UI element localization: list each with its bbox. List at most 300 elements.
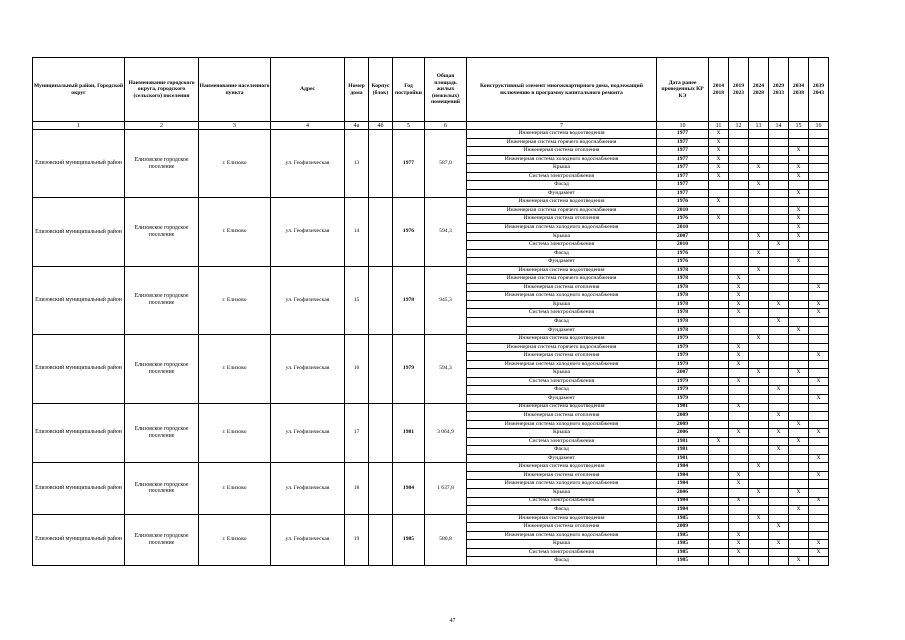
repair-date-cell: 1984 — [657, 463, 709, 472]
period-1-mark — [709, 275, 729, 284]
period-2-mark — [729, 224, 749, 233]
period-1-mark: X — [709, 155, 729, 164]
column-number: 1 — [33, 122, 125, 130]
period-6-mark — [809, 266, 829, 275]
period-5-mark: X — [789, 506, 809, 515]
repair-date-cell: 2009 — [657, 523, 709, 532]
period-1-mark — [709, 232, 729, 241]
period-6-mark: X — [809, 394, 829, 403]
period-2-mark — [729, 318, 749, 327]
repair-date-cell: 2010 — [657, 206, 709, 215]
period-2-mark: X — [729, 377, 749, 386]
period-1-mark: X — [709, 130, 729, 139]
column-number: 2 — [125, 122, 199, 130]
period-2-mark — [729, 138, 749, 147]
period-6-mark: X — [809, 283, 829, 292]
element-cell: Система электроснабжения — [467, 548, 657, 557]
repair-date-cell: 1979 — [657, 386, 709, 395]
element-cell: Фундамент — [467, 394, 657, 403]
period-4-mark — [769, 224, 789, 233]
element-cell: Инженерная система отопления — [467, 283, 657, 292]
period-6-mark — [809, 403, 829, 412]
period-2-mark — [729, 506, 749, 515]
period-3-mark: X — [749, 488, 769, 497]
period-6-mark — [809, 488, 829, 497]
repair-date-cell: 1979 — [657, 352, 709, 361]
column-number-row — [33, 122, 829, 130]
period-1-mark — [709, 258, 729, 267]
col-building-header: Корпус (блок) — [369, 58, 393, 122]
period-2-mark: X — [729, 300, 749, 309]
total-area-cell: 1 637,8 — [425, 463, 467, 514]
period-1-mark — [709, 326, 729, 335]
period-5-mark — [789, 292, 809, 301]
period-1-mark — [709, 206, 729, 215]
period-4-mark — [769, 206, 789, 215]
period-3-mark — [749, 189, 769, 198]
period-3-mark — [749, 275, 769, 284]
period-2-mark: X — [729, 403, 749, 412]
period-2-mark — [729, 369, 749, 378]
table-row — [33, 266, 829, 275]
col-element-header: Конструктивный элемент многоквартирного дома, подлежащий включению в программу капитального ремонта — [467, 58, 657, 122]
element-cell: Крыша — [467, 164, 657, 173]
column-number: 3 — [199, 122, 271, 130]
repair-date-cell: 1979 — [657, 335, 709, 344]
repair-date-cell: 1977 — [657, 147, 709, 156]
period-1-mark: X — [709, 198, 729, 207]
period-5-mark — [789, 275, 809, 284]
period-3-mark: X — [749, 514, 769, 523]
period-1-mark — [709, 454, 729, 463]
repair-date-cell: 1985 — [657, 548, 709, 557]
period-5-mark — [789, 394, 809, 403]
period-6-mark — [809, 172, 829, 181]
col-period-2-header: 2019 2023 — [729, 58, 749, 122]
period-2-mark — [729, 189, 749, 198]
period-2-mark — [729, 335, 749, 344]
repair-date-cell: 2009 — [657, 420, 709, 429]
period-5-mark — [789, 429, 809, 438]
period-2-mark — [729, 386, 749, 395]
build-year-cell: 1976 — [393, 198, 425, 266]
column-number: 15 — [789, 122, 809, 130]
column-number: 6 — [425, 122, 467, 130]
period-1-mark — [709, 224, 729, 233]
period-6-mark — [809, 420, 829, 429]
period-5-mark — [789, 360, 809, 369]
settlement-cell: Елизовское городское поселение — [125, 266, 199, 334]
period-1-mark — [709, 266, 729, 275]
total-area-cell: 587,0 — [425, 130, 467, 198]
col-settlement-header: Наименование городского округа, городского (сельского) поселения — [125, 58, 199, 122]
build-year-cell: 1981 — [393, 403, 425, 463]
period-4-mark — [769, 155, 789, 164]
period-3-mark — [749, 446, 769, 455]
period-6-mark — [809, 437, 829, 446]
period-5-mark — [789, 446, 809, 455]
period-4-mark — [769, 283, 789, 292]
period-1-mark — [709, 471, 729, 480]
table-row — [33, 403, 829, 412]
col-house-header: Номер дома — [345, 58, 369, 122]
period-4-mark — [769, 497, 789, 506]
period-6-mark — [809, 258, 829, 267]
period-2-mark: X — [729, 275, 749, 284]
total-area-cell: 580,8 — [425, 514, 467, 565]
period-6-mark — [809, 480, 829, 489]
period-1-mark — [709, 463, 729, 472]
element-cell: Система электроснабжения — [467, 172, 657, 181]
period-6-mark — [809, 523, 829, 532]
element-cell: Фундамент — [467, 326, 657, 335]
period-3-mark: X — [749, 232, 769, 241]
period-3-mark — [749, 241, 769, 250]
period-2-mark — [729, 181, 749, 190]
period-2-mark — [729, 412, 749, 421]
repair-date-cell: 1978 — [657, 283, 709, 292]
period-1-mark — [709, 309, 729, 318]
address-cell: ул. Геофизическая — [271, 266, 345, 334]
period-3-mark — [749, 506, 769, 515]
element-cell: Фасад — [467, 446, 657, 455]
period-3-mark — [749, 480, 769, 489]
locality-cell: г. Елизово — [199, 130, 271, 198]
period-6-mark — [809, 147, 829, 156]
col-locality-header: Наименование населенного пункта — [199, 58, 271, 122]
period-3-mark — [749, 557, 769, 566]
period-1-mark: X — [709, 147, 729, 156]
period-3-mark — [749, 420, 769, 429]
address-cell: ул. Геофизическая — [271, 130, 345, 198]
period-4-mark — [769, 403, 789, 412]
repair-date-cell: 1984 — [657, 497, 709, 506]
period-4-mark — [769, 531, 789, 540]
period-1-mark — [709, 497, 729, 506]
element-cell: Инженерная система холодного водоснабжения — [467, 224, 657, 233]
element-cell: Инженерная система водоотведения — [467, 198, 657, 207]
building-cell — [369, 130, 393, 198]
period-4-mark — [769, 557, 789, 566]
period-4-mark — [769, 454, 789, 463]
period-1-mark — [709, 531, 729, 540]
column-number: 5 — [393, 122, 425, 130]
period-1-mark: X — [709, 164, 729, 173]
period-6-mark — [809, 215, 829, 224]
period-6-mark — [809, 506, 829, 515]
element-cell: Инженерная система горячего водоснабжения — [467, 343, 657, 352]
period-5-mark — [789, 531, 809, 540]
element-cell: Система электроснабжения — [467, 377, 657, 386]
period-3-mark — [749, 377, 769, 386]
period-1-mark — [709, 420, 729, 429]
locality-cell: г. Елизово — [199, 266, 271, 334]
element-cell: Инженерная система водоотведения — [467, 463, 657, 472]
period-1-mark — [709, 403, 729, 412]
period-3-mark — [749, 300, 769, 309]
period-3-mark — [749, 147, 769, 156]
house-number-cell: 18 — [345, 463, 369, 514]
column-number: 7 — [467, 122, 657, 130]
period-6-mark: X — [809, 352, 829, 361]
period-5-mark — [789, 300, 809, 309]
period-1-mark: X — [709, 138, 729, 147]
element-cell: Инженерная система отопления — [467, 471, 657, 480]
repair-date-cell: 1978 — [657, 309, 709, 318]
municipality-cell: Елизовский муниципальный район — [33, 130, 125, 198]
municipality-cell: Елизовский муниципальный район — [33, 266, 125, 334]
period-4-mark — [769, 309, 789, 318]
period-6-mark — [809, 326, 829, 335]
period-2-mark — [729, 147, 749, 156]
period-6-mark — [809, 224, 829, 233]
period-3-mark — [749, 326, 769, 335]
period-2-mark — [729, 326, 749, 335]
col-year-header: Год постройки — [393, 58, 425, 122]
period-4-mark: X — [769, 386, 789, 395]
period-4-mark — [769, 480, 789, 489]
repair-date-cell: 1979 — [657, 394, 709, 403]
period-3-mark: X — [749, 335, 769, 344]
period-1-mark — [709, 429, 729, 438]
period-1-mark — [709, 394, 729, 403]
period-4-mark — [769, 488, 789, 497]
period-4-mark: X — [769, 540, 789, 549]
period-3-mark — [749, 138, 769, 147]
repair-date-cell: 2006 — [657, 429, 709, 438]
period-4-mark — [769, 172, 789, 181]
period-5-mark — [789, 548, 809, 557]
table-body — [33, 122, 829, 566]
element-cell: Система электроснабжения — [467, 309, 657, 318]
period-3-mark — [749, 309, 769, 318]
repair-date-cell: 1984 — [657, 506, 709, 515]
period-2-mark — [729, 130, 749, 139]
period-1-mark — [709, 557, 729, 566]
period-2-mark — [729, 155, 749, 164]
period-1-mark — [709, 540, 729, 549]
column-number: 16 — [809, 122, 829, 130]
address-cell: ул. Геофизическая — [271, 335, 345, 403]
period-2-mark — [729, 420, 749, 429]
period-3-mark — [749, 412, 769, 421]
page-number: 47 — [449, 618, 456, 624]
element-cell: Инженерная система отопления — [467, 412, 657, 421]
period-6-mark: X — [809, 540, 829, 549]
period-6-mark — [809, 369, 829, 378]
element-cell: Инженерная система водоотведения — [467, 266, 657, 275]
period-5-mark — [789, 412, 809, 421]
repair-date-cell: 1977 — [657, 138, 709, 147]
period-4-mark: X — [769, 523, 789, 532]
period-5-mark — [789, 198, 809, 207]
period-1-mark: X — [709, 172, 729, 181]
period-1-mark — [709, 181, 729, 190]
element-cell: Инженерная система отопления — [467, 215, 657, 224]
total-area-cell: 3 064,9 — [425, 403, 467, 463]
period-4-mark: X — [769, 429, 789, 438]
period-5-mark: X — [789, 437, 809, 446]
element-cell: Крыша — [467, 488, 657, 497]
period-5-mark — [789, 266, 809, 275]
element-cell: Фасад — [467, 557, 657, 566]
period-6-mark — [809, 232, 829, 241]
period-1-mark — [709, 412, 729, 421]
building-cell — [369, 266, 393, 334]
period-3-mark — [749, 130, 769, 139]
period-3-mark: X — [749, 266, 769, 275]
period-5-mark — [789, 454, 809, 463]
period-4-mark — [769, 514, 789, 523]
period-5-mark — [789, 523, 809, 532]
period-5-mark: X — [789, 147, 809, 156]
build-year-cell: 1984 — [393, 463, 425, 514]
municipality-cell: Елизовский муниципальный район — [33, 514, 125, 565]
period-3-mark — [749, 198, 769, 207]
period-3-mark — [749, 283, 769, 292]
col-period-5-header: 2034 2038 — [789, 58, 809, 122]
period-3-mark — [749, 531, 769, 540]
period-5-mark: X — [789, 206, 809, 215]
repair-date-cell: 1977 — [657, 155, 709, 164]
period-4-mark — [769, 198, 789, 207]
period-2-mark: X — [729, 480, 749, 489]
period-6-mark — [809, 164, 829, 173]
period-1-mark — [709, 292, 729, 301]
repair-date-cell: 1976 — [657, 249, 709, 258]
repair-date-cell: 1977 — [657, 164, 709, 173]
period-1-mark — [709, 514, 729, 523]
period-5-mark — [789, 130, 809, 139]
period-5-mark — [789, 403, 809, 412]
period-5-mark: X — [789, 164, 809, 173]
period-3-mark — [749, 523, 769, 532]
period-4-mark — [769, 394, 789, 403]
period-6-mark — [809, 514, 829, 523]
period-2-mark: X — [729, 309, 749, 318]
period-2-mark — [729, 241, 749, 250]
locality-cell: г. Елизово — [199, 198, 271, 266]
table-row — [33, 463, 829, 472]
period-2-mark — [729, 266, 749, 275]
address-cell: ул. Геофизическая — [271, 463, 345, 514]
period-2-mark: X — [729, 343, 749, 352]
element-cell: Система электроснабжения — [467, 437, 657, 446]
repair-date-cell: 1979 — [657, 343, 709, 352]
period-4-mark — [769, 181, 789, 190]
col-municipality-header: Муниципальный район, Городской округ — [33, 58, 125, 122]
period-5-mark: X — [789, 224, 809, 233]
period-6-mark — [809, 130, 829, 139]
building-cell — [369, 335, 393, 403]
period-4-mark — [769, 249, 789, 258]
building-cell — [369, 403, 393, 463]
period-2-mark: X — [729, 283, 749, 292]
house-number-cell: 13 — [345, 130, 369, 198]
element-cell: Фундамент — [467, 258, 657, 267]
repair-date-cell: 2006 — [657, 488, 709, 497]
locality-cell: г. Елизово — [199, 514, 271, 565]
period-3-mark — [749, 318, 769, 327]
period-5-mark — [789, 497, 809, 506]
repair-date-cell: 1978 — [657, 292, 709, 301]
period-4-mark: X — [769, 241, 789, 250]
period-6-mark — [809, 343, 829, 352]
period-4-mark — [769, 352, 789, 361]
settlement-cell: Елизовское городское поселение — [125, 403, 199, 463]
period-4-mark — [769, 437, 789, 446]
period-6-mark — [809, 206, 829, 215]
col-period-3-header: 2024 2028 — [749, 58, 769, 122]
period-6-mark: X — [809, 309, 829, 318]
element-cell: Система электроснабжения — [467, 497, 657, 506]
period-3-mark — [749, 352, 769, 361]
house-number-cell: 14 — [345, 198, 369, 266]
period-1-mark — [709, 386, 729, 395]
period-2-mark — [729, 206, 749, 215]
period-3-mark — [749, 540, 769, 549]
period-4-mark — [769, 471, 789, 480]
repair-date-cell: 1981 — [657, 454, 709, 463]
period-6-mark — [809, 155, 829, 164]
period-4-mark — [769, 258, 789, 267]
municipality-cell: Елизовский муниципальный район — [33, 198, 125, 266]
period-1-mark — [709, 488, 729, 497]
period-1-mark: X — [709, 215, 729, 224]
settlement-cell: Елизовское городское поселение — [125, 198, 199, 266]
building-cell — [369, 463, 393, 514]
element-cell: Фасад — [467, 318, 657, 327]
house-number-cell: 16 — [345, 335, 369, 403]
locality-cell: г. Елизово — [199, 463, 271, 514]
period-4-mark: X — [769, 300, 789, 309]
repair-date-cell: 1977 — [657, 172, 709, 181]
period-5-mark: X — [789, 172, 809, 181]
repair-date-cell: 1977 — [657, 181, 709, 190]
table-row — [33, 198, 829, 207]
period-2-mark — [729, 258, 749, 267]
period-3-mark — [749, 403, 769, 412]
total-area-cell: 594,3 — [425, 198, 467, 266]
repair-date-cell: 1981 — [657, 446, 709, 455]
element-cell: Инженерная система холодного водоснабжения — [467, 480, 657, 489]
period-6-mark — [809, 463, 829, 472]
repair-date-cell: 1984 — [657, 471, 709, 480]
period-5-mark — [789, 283, 809, 292]
period-6-mark: X — [809, 377, 829, 386]
period-2-mark: X — [729, 352, 749, 361]
element-cell: Крыша — [467, 540, 657, 549]
period-3-mark: X — [749, 369, 769, 378]
period-1-mark — [709, 249, 729, 258]
header-row — [33, 58, 829, 122]
period-6-mark — [809, 531, 829, 540]
period-3-mark: X — [749, 164, 769, 173]
building-cell — [369, 514, 393, 565]
period-1-mark — [709, 189, 729, 198]
period-3-mark — [749, 548, 769, 557]
period-3-mark — [749, 172, 769, 181]
period-2-mark: X — [729, 497, 749, 506]
period-5-mark — [789, 343, 809, 352]
period-6-mark — [809, 292, 829, 301]
element-cell: Инженерная система горячего водоснабжения — [467, 275, 657, 284]
period-5-mark — [789, 335, 809, 344]
period-2-mark — [729, 198, 749, 207]
period-5-mark — [789, 318, 809, 327]
address-cell: ул. Геофизическая — [271, 198, 345, 266]
period-1-mark — [709, 335, 729, 344]
